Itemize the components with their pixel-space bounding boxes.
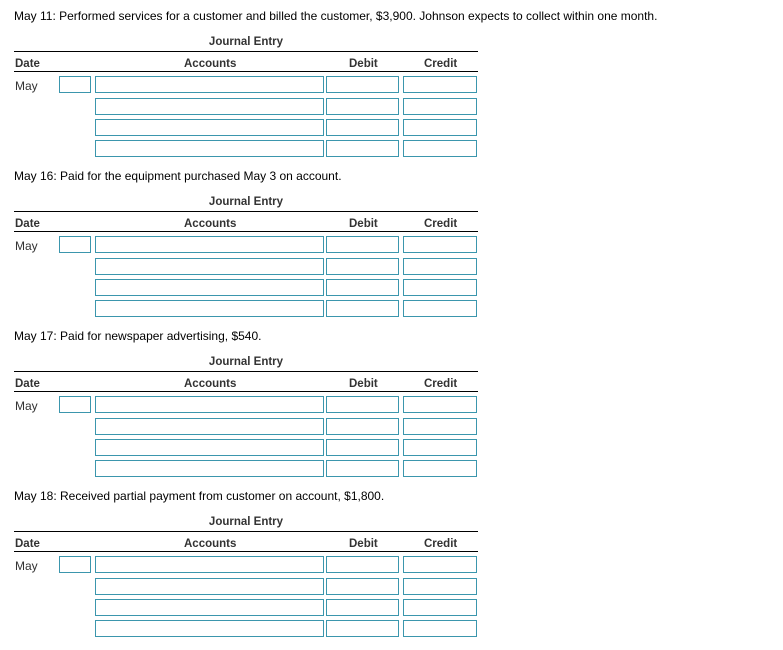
month-label: May bbox=[15, 239, 38, 253]
account-input[interactable] bbox=[95, 76, 324, 93]
month-label: May bbox=[15, 399, 38, 413]
account-input[interactable] bbox=[95, 620, 324, 637]
account-input[interactable] bbox=[95, 439, 324, 456]
debit-input[interactable] bbox=[326, 119, 399, 136]
debit-input[interactable] bbox=[326, 578, 399, 595]
debit-column-header: Debit bbox=[349, 218, 378, 230]
credit-column-header: Credit bbox=[424, 538, 458, 550]
credit-input[interactable] bbox=[403, 300, 477, 317]
debit-column-header: Debit bbox=[349, 538, 378, 550]
month-label: May bbox=[15, 79, 38, 93]
transaction-prompt: May 17: Paid for newspaper advertising, $540. bbox=[14, 329, 262, 343]
debit-input[interactable] bbox=[326, 460, 399, 477]
credit-input[interactable] bbox=[403, 439, 477, 456]
date-column-header: Date bbox=[15, 218, 40, 230]
credit-input[interactable] bbox=[403, 460, 477, 477]
table-top-rule bbox=[14, 531, 478, 532]
debit-input[interactable] bbox=[326, 98, 399, 115]
account-input[interactable] bbox=[95, 300, 324, 317]
day-input[interactable] bbox=[59, 236, 91, 253]
date-column-header: Date bbox=[15, 378, 40, 390]
debit-input[interactable] bbox=[326, 279, 399, 296]
credit-column-header: Credit bbox=[424, 378, 458, 390]
credit-input[interactable] bbox=[403, 119, 477, 136]
credit-input[interactable] bbox=[403, 76, 477, 93]
debit-input[interactable] bbox=[326, 396, 399, 413]
journal-entry-title: Journal Entry bbox=[208, 356, 284, 368]
accounts-column-header: Accounts bbox=[184, 218, 237, 230]
account-input[interactable] bbox=[95, 258, 324, 275]
account-input[interactable] bbox=[95, 236, 324, 253]
day-input[interactable] bbox=[59, 76, 91, 93]
date-column-header: Date bbox=[15, 58, 40, 70]
accounts-column-header: Accounts bbox=[184, 58, 237, 70]
transaction-prompt: May 18: Received partial payment from customer on account, $1,800. bbox=[14, 489, 385, 503]
journal-entry-block bbox=[0, 320, 783, 480]
account-input[interactable] bbox=[95, 98, 324, 115]
debit-column-header: Debit bbox=[349, 378, 378, 390]
date-column-header: Date bbox=[15, 538, 40, 550]
debit-input[interactable] bbox=[326, 599, 399, 616]
credit-input[interactable] bbox=[403, 258, 477, 275]
header-bottom-rule bbox=[14, 231, 478, 232]
journal-entry-title: Journal Entry bbox=[208, 196, 284, 208]
debit-input[interactable] bbox=[326, 439, 399, 456]
journal-entry-block bbox=[0, 480, 783, 640]
day-input[interactable] bbox=[59, 556, 91, 573]
credit-input[interactable] bbox=[403, 98, 477, 115]
journal-entry-block bbox=[0, 0, 783, 160]
credit-input[interactable] bbox=[403, 140, 477, 157]
account-input[interactable] bbox=[95, 396, 324, 413]
header-bottom-rule bbox=[14, 391, 478, 392]
day-input[interactable] bbox=[59, 396, 91, 413]
credit-column-header: Credit bbox=[424, 218, 458, 230]
account-input[interactable] bbox=[95, 578, 324, 595]
header-bottom-rule bbox=[14, 71, 478, 72]
account-input[interactable] bbox=[95, 599, 324, 616]
header-bottom-rule bbox=[14, 551, 478, 552]
transaction-prompt: May 11: Performed services for a customer and billed the customer, $3,900. Johnson expects to collect within one month. bbox=[14, 9, 658, 23]
account-input[interactable] bbox=[95, 556, 324, 573]
credit-input[interactable] bbox=[403, 236, 477, 253]
debit-input[interactable] bbox=[326, 76, 399, 93]
debit-input[interactable] bbox=[326, 418, 399, 435]
transaction-prompt: May 16: Paid for the equipment purchased May 3 on account. bbox=[14, 169, 342, 183]
journal-entry-block bbox=[0, 160, 783, 320]
journal-entry-title: Journal Entry bbox=[208, 36, 284, 48]
account-input[interactable] bbox=[95, 418, 324, 435]
account-input[interactable] bbox=[95, 140, 324, 157]
month-label: May bbox=[15, 559, 38, 573]
debit-column-header: Debit bbox=[349, 58, 378, 70]
table-top-rule bbox=[14, 371, 478, 372]
debit-input[interactable] bbox=[326, 620, 399, 637]
credit-column-header: Credit bbox=[424, 58, 458, 70]
account-input[interactable] bbox=[95, 119, 324, 136]
credit-input[interactable] bbox=[403, 578, 477, 595]
accounts-column-header: Accounts bbox=[184, 378, 237, 390]
account-input[interactable] bbox=[95, 460, 324, 477]
debit-input[interactable] bbox=[326, 140, 399, 157]
account-input[interactable] bbox=[95, 279, 324, 296]
credit-input[interactable] bbox=[403, 396, 477, 413]
credit-input[interactable] bbox=[403, 418, 477, 435]
credit-input[interactable] bbox=[403, 279, 477, 296]
debit-input[interactable] bbox=[326, 556, 399, 573]
credit-input[interactable] bbox=[403, 556, 477, 573]
debit-input[interactable] bbox=[326, 258, 399, 275]
credit-input[interactable] bbox=[403, 620, 477, 637]
debit-input[interactable] bbox=[326, 236, 399, 253]
table-top-rule bbox=[14, 51, 478, 52]
debit-input[interactable] bbox=[326, 300, 399, 317]
journal-entry-title: Journal Entry bbox=[208, 516, 284, 528]
table-top-rule bbox=[14, 211, 478, 212]
credit-input[interactable] bbox=[403, 599, 477, 616]
accounts-column-header: Accounts bbox=[184, 538, 237, 550]
